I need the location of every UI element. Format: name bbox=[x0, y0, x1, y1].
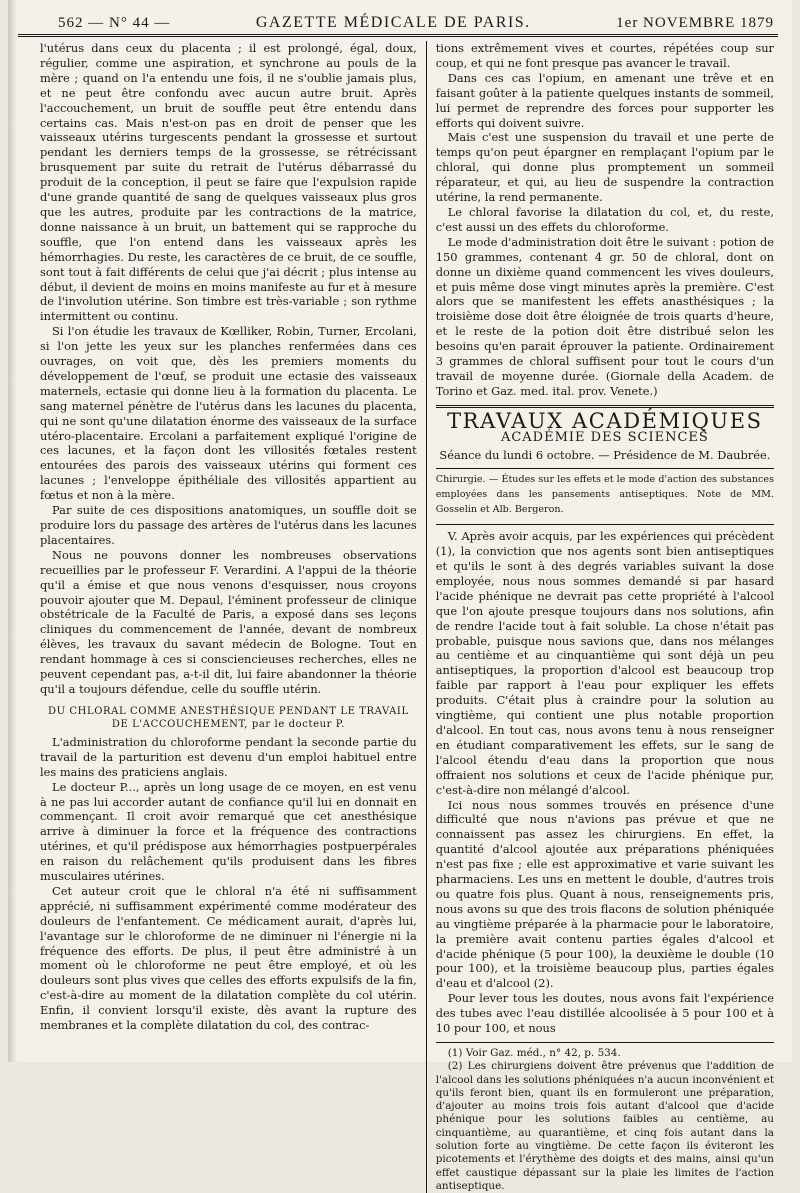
page-header bbox=[18, 14, 778, 37]
page-edge bbox=[8, 0, 17, 1062]
paragraph: L'administration du chloroforme pendant la seconde partie du travail de la parturition est devenu d'un emploi habituel entre les mains des praticiens anglais. bbox=[40, 734, 417, 779]
session-line: Séance du lundi 6 octobre. — Présidence de M. Daubrée. bbox=[439, 447, 771, 462]
paragraph: Par suite de ces dispositions anatomiques, un souffle doit se produire lors du passage des artères de l'utérus dans les lacunes placentaires. bbox=[40, 503, 417, 547]
article-heading: Chirurgie. — Études sur les effets et le mode d'action des substances employées dans les pansements antiseptiques. Note de MM. Gosselin et Alb. Bergeron. bbox=[435, 474, 774, 516]
paragraph: Dans ces cas l'opium, en amenant une trêve et en faisant goûter à la patiente quelques instants de sommeil, lui permet de reprendre des forces pour supporter les efforts qui doivent suivre. bbox=[435, 70, 774, 130]
rule bbox=[436, 468, 774, 469]
paragraph: Le mode d'administration doit être le suivant : potion de 150 grammes, contenant 4 gr. 50 de chloral, dont on donne un dixième quand commencent les vives douleurs, et puis même dose vingt minutes après la première. C'est alors que se manifestent les effets anasthésiques ; la troisième dose doit être éloignée de trois quarts d'heure, et le reste de la potion doit être distribué selon les besoins qu'en parait éprouver la patiente. Ordinairement 3 grammes de chloral suffisent pour tout le cours d'un travail de moyenne durée. (Giornale della Academ. de Torino et Gaz. med. ital. prov. Venete.) bbox=[435, 234, 774, 398]
newspaper-page bbox=[8, 0, 792, 1192]
section-subtitle: ACADÉMIE DES SCIENCES bbox=[500, 429, 709, 445]
paragraph: Pour lever tous les doutes, nous avons fait l'expérience des tubes avec l'eau distillée alcoolisée à 5 pour 100 et à 10 pour 100, et nous bbox=[435, 991, 774, 1036]
article-subheading: DU CHLORAL COMME ANESTHÉSIQUE PENDANT LE TRAVAIL DE L'ACCOUCHEMENT, par le docteur P. bbox=[47, 705, 409, 730]
paragraph: tions extrêmement vives et courtes, répétées coup sur coup, et qui ne font presque pas avancer le travail. bbox=[435, 41, 774, 70]
paragraph: Le docteur P..., après un long usage de ce moyen, en est venu à ne pas lui accorder autant de confiance qu'il lui en donnait en commençant. Il croit avoir remarqué que cet anesthésique arrive à diminuer la force et la fréquence des contractions utérines, et qu'il prédispose aux hémorrhagies postpuerpérales en raison du relâchement qu'ils produisent dans les fibres musculaires utérines. bbox=[40, 779, 417, 884]
section-title: TRAVAUX ACADÉMIQUES bbox=[447, 408, 763, 433]
paragraph: Si l'on étudie les travaux de Kœlliker, Robin, Turner, Ercolani, si l'on jette les yeux sur les planches renfermées dans ces ouvrages, on voit que, dès les premiers moments du développement de l'œuf, se produit une ectasie des vaisseaux maternels, ectasie qui donne lieu à la formation du placenta. Le sang maternel pénètre de l'utérus dans les lacunes du placenta, qui ne sont qu'une dilatation énorme des vaisseaux de la surface utéro-placentaire. Ercolani a parfaitement expliqué l'origine de ces lacunes, et la façon dont les villosités fœtales restent entourées des parois des vaisseaux utérins qui forment ces lacunes ; l'enveloppe épithéliale des villosités appartient au fœtus et non à la mère. bbox=[40, 324, 417, 503]
paragraph: Le chloral favorise la dilatation du col, et, du reste, c'est aussi un des effets du chloroforme. bbox=[435, 204, 774, 234]
footnote-rule bbox=[436, 1042, 774, 1043]
footnote: (1) Voir Gaz. méd., n° 42, p. 534. bbox=[447, 1047, 621, 1059]
footnote: (2) Les chirurgiens doivent être prévenus que l'addition de l'alcool dans les solutions phéniquées n'a aucun inconvénient et qu'ils feront bien, quant ils en formuleront une préparation, d'ajouter au moins trois fois autant d'alcool que d'acide phénique pour les solutions faibles au centième, au cinquantième, au quarantième, et cinq fois autant dans la solution forte au vingtième. De cette façon ils éviteront les picotements et l'érythème des doigts et des mains, ainsi qu'un effet caustique dépassant sur la plaie les limites de l'action antiseptique. bbox=[435, 1060, 774, 1192]
paragraph: Mais c'est une suspension du travail et une perte de temps qu'on peut épargner en remplaçant l'opium par le chloral, qui donne plus promptement un sommeil réparateur, et qui, au lieu de suspendre la contraction utérine, la rend permanente. bbox=[435, 130, 774, 205]
paragraph: Cet auteur croit que le chloral n'a été ni suffisamment apprécié, ni suffisamment expérimenté comme modérateur des douleurs de l'enfantement. Ce médicament aurait, d'après lui, l'avantage sur le chloroforme de ne diminuer ni l'énergie ni la fréquence des efforts. De plus, il peut être administré à un moment où le chloroforme ne peut être employé, et où les douleurs sont plus vives que celles des efforts expulsifs de la fin, c'est-à-dire au moment de la dilatation complète du col utérin. Enfin, il convient lorsqu'il existe, dès avant la rupture des membranes et la complète dilatation du col, des contrac- bbox=[40, 883, 417, 1033]
rule bbox=[436, 524, 774, 525]
right-column bbox=[427, 41, 778, 1193]
section-divider bbox=[436, 405, 774, 408]
footnotes bbox=[436, 1047, 774, 1193]
journal-title: GAZETTE MÉDICALE DE PARIS. bbox=[255, 14, 531, 31]
article-columns bbox=[18, 41, 778, 1193]
paragraph: Ici nous nous sommes trouvés en présence d'une difficulté que nous n'avions pas prévue et que ne connaissent pas assez les chirurgiens. En effet, la quantité d'alcool ajoutée aux préparations phéniquées n'est pas fixe ; elle est approximative et varie suivant les pharmaciens. Les uns en mettent le double, d'autres trois ou quatre fois plus. Quant à nous, renseignements pris, nous avons su que des trois flacons de solution phéniquée au vingtième préparée à la pharmacie pour le laboratoire, la première avait contenu parties égales d'alcool et d'acide phénique (5 pour 100), la deuxième le double (10 pour 100), et la troisième beaucoup plus, parties égales d'eau et d'alcool (2). bbox=[435, 797, 774, 991]
paragraph: Nous ne pouvons donner les nombreuses observations recueillies par le professeur F. Verardini. A l'appui de la théorie qu'il a émise et que nous venons d'esquisser, nous croyons pouvoir ajouter que M. Depaul, l'éminent professeur de clinique obstétricale de la Faculté de Paris, a exposé dans ses leçons cliniques du commencement de l'année, devant de nombreux élèves, les travaux du savant médecin de Bologne. Tout en rendant hommage à ces si consciencieuses recherches, elles ne peuvent cependant pas, a-t-il dit, lui faire abandonner la théorie qu'il a toujours défendue, celle du souffle utérin. bbox=[40, 547, 417, 696]
page-number: 562 — N° 44 — bbox=[58, 15, 171, 31]
left-column bbox=[18, 41, 427, 1193]
paragraph: V. Après avoir acquis, par les expériences qui précèdent (1), la conviction que nos agents sont bien antiseptiques et qu'ils le sont à des degrés variables suivant la dose employée, nous nous sommes demandé si par hasard l'acide phénique ne devrait pas cette propriété à l'alcool que l'on ajoute presque toujours dans nos solutions, afin de rendre l'acide tout à fait soluble. La chose n'était pas probable, puisque nous savions que, dans nos mélanges au centième et au cinquantième qui sont déjà un peu antiseptiques, la proportion d'alcool est beaucoup trop faible par rapport à l'eau pour expliquer les effets produits. C'était plus à craindre pour la solution au vingtième, qui contient une plus notable proportion d'alcool. En tout cas, nous avons tenu à nous renseigner en étudiant comparativement les effets, sur le sang de l'alcool étendu d'eau dans la proportion que nous offraient nos solutions et ceux de l'acide phénique pur, c'est-à-dire non mélangé d'alcool. bbox=[435, 529, 774, 797]
issue-date: 1er NOVEMBRE 1879 bbox=[616, 15, 774, 31]
paragraph: l'utérus dans ceux du placenta ; il est prolongé, égal, doux, régulier, comme une aspiration, et synchrone au pouls de la mère ; quand on l'a entendu une fois, il ne s'oublie jamais plus, et ne peut être confondu avec aucun autre bruit. Après l'accouchement, un bruit de souffle peut être entendu dans certains cas. Mais n'est-on pas en droit de penser que les vaisseaux utérins turgescents pendant la grossesse et surtout pendant les derniers temps de la grossesse, se rétrécissant brusquement par suite du retrait de l'utérus débarrassé du produit de la conception, il peut se faire que l'expulsion rapide d'une grande quantité de sang de quelques vaisseaux plus gros que les autres, produite par les contractions de la matrice, donne naissance à un bruit, un battement qui se rapproche du souffle, que l'on entend dans les vaisseaux après les hémorrhagies. Du reste, les caractères de ce bruit, de ce souffle, sont tout à fait différents de celui que j'ai décrit ; plus intense au début, il devient de moins en moins manifeste au fur et à mesure de l'involution utérine. Son timbre est très-variable ; son rythme intermittent ou continu. bbox=[40, 41, 417, 324]
